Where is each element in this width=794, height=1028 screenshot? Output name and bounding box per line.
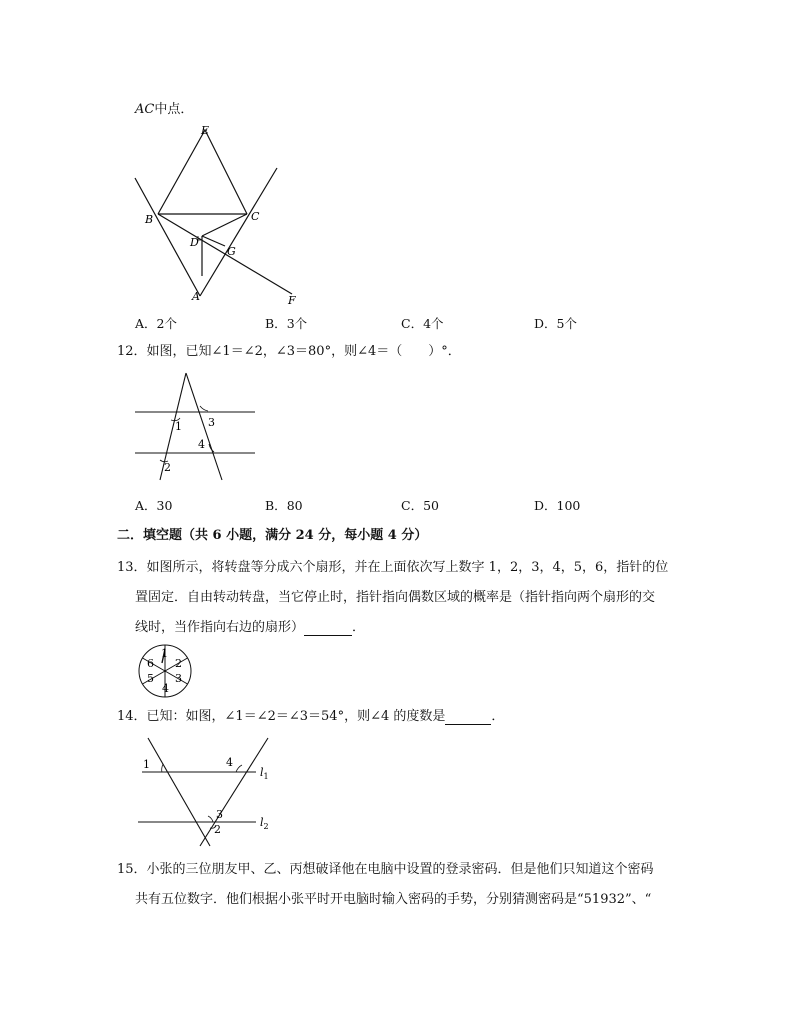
option-text: 5个	[556, 316, 577, 331]
option-text: 30	[156, 498, 173, 513]
option-letter: A．	[135, 498, 157, 513]
option-text: 2个	[156, 316, 177, 331]
q13-line3-text: 线时，当作指向右边的扇形）	[135, 620, 305, 635]
option-letter: B．	[265, 498, 287, 513]
q12-figure	[130, 370, 260, 482]
q14-transversal-right	[200, 738, 268, 846]
spinner-number-2: 2	[175, 657, 182, 670]
q12-transversal-right	[186, 373, 222, 480]
q12-label-4: 4	[198, 438, 205, 451]
q14-label-2: 2	[214, 823, 221, 836]
spinner-number-5: 5	[147, 672, 154, 685]
q14-text	[117, 709, 504, 725]
q12-label-3: 3	[208, 416, 215, 429]
q14-l2-letter: l	[260, 816, 264, 829]
spinner-number-1: 1	[161, 647, 168, 660]
q11-label-B: B	[145, 213, 154, 226]
q14-l1-letter: l	[260, 766, 264, 779]
q12-label-2: 2	[164, 461, 171, 474]
option-letter: C．	[401, 498, 424, 513]
q11-line-BF	[158, 214, 292, 294]
q14-text-main: 14．已知：如图，∠1＝∠2＝∠3＝54°，则∠4 的度数是	[117, 709, 446, 724]
q12-option-b	[265, 496, 303, 514]
q14-label-3: 3	[216, 808, 223, 821]
q12-option-c	[401, 496, 439, 514]
q11-option-a	[135, 314, 177, 332]
option-text: 4个	[423, 316, 444, 331]
q11-label-A: A	[192, 290, 200, 303]
q11-line-AC-extended	[200, 168, 277, 296]
q15-line2: 共有五位数字．他们根据小张平时开电脑时输入密码的手势，分别猜测密码是“51932”、“	[135, 892, 652, 907]
q11-tail	[135, 102, 193, 118]
q12-option-a	[135, 496, 172, 514]
q13-line3	[135, 620, 365, 636]
q12-text: 12．如图，已知∠1＝∠2，∠3＝80°，则∠4＝（ ）°．	[117, 344, 461, 359]
q11-line-EC	[205, 130, 247, 214]
q14-arc-1	[162, 764, 163, 772]
q13-line1: 13．如图所示，将转盘等分成六个扇形，并在上面依次写上数字 1，2，3，4，5，6，指针的位	[117, 560, 669, 575]
option-letter: D．	[534, 316, 557, 331]
q14-label-4: 4	[226, 756, 233, 769]
spinner-number-4: 4	[162, 682, 169, 695]
q15-line1: 15．小张的三位朋友甲、乙、丙想破译他在电脑中设置的登录密码．但是他们只知道这个密码	[117, 862, 654, 877]
q14-transversal-left	[148, 738, 210, 846]
q13-spinner	[133, 643, 197, 699]
option-text: 80	[286, 498, 303, 513]
q14-figure	[130, 734, 280, 850]
q11-label-E: E	[201, 124, 210, 137]
option-letter: A．	[135, 316, 157, 331]
q11-figure	[130, 124, 305, 309]
q12-arc-3	[200, 406, 208, 411]
q13-answer-blank[interactable]	[304, 622, 352, 636]
q12-option-d	[534, 496, 580, 514]
q14-label-l2	[260, 816, 269, 831]
q14-arc-3	[208, 816, 213, 822]
q11-tail-var: AC	[135, 102, 155, 117]
q14-label-l1	[260, 766, 269, 781]
q14-text-end: ．	[491, 709, 505, 724]
option-text: 3个	[286, 316, 308, 331]
option-letter: B．	[265, 316, 287, 331]
q11-line-EB	[158, 130, 205, 214]
q14-label-1: 1	[143, 758, 150, 771]
q14-arc-4	[236, 765, 242, 772]
q14-l1-subscript: 1	[263, 772, 269, 781]
q11-line-CD	[202, 214, 247, 236]
option-text: 50	[423, 498, 439, 513]
q11-option-d	[534, 314, 577, 332]
spinner-number-6: 6	[147, 657, 154, 670]
q11-label-D: D	[190, 236, 199, 249]
option-letter: C．	[401, 316, 424, 331]
q11-option-b	[265, 314, 307, 332]
q11-label-G: G	[227, 245, 236, 258]
q13-line2: 置固定．自由转动转盘，当它停止时，指针指向偶数区域的概率是（指针指向两个扇形的交	[135, 590, 656, 605]
q14-answer-blank[interactable]	[445, 711, 491, 725]
q11-option-c	[401, 314, 444, 332]
option-text: 100	[556, 498, 581, 513]
q12-label-1: 1	[175, 420, 182, 433]
option-letter: D．	[534, 498, 557, 513]
q13-line3-end: ．	[352, 620, 366, 635]
q11-label-C: C	[251, 210, 260, 223]
section-heading-fill-in: 二．填空题（共 6 小题，满分 24 分，每小题 4 分）	[117, 528, 428, 543]
q11-tail-text: 中点．	[154, 102, 194, 117]
spinner-number-3: 3	[175, 672, 182, 685]
q11-label-F: F	[288, 294, 296, 307]
q11-line-DG	[202, 236, 225, 246]
q14-l2-subscript: 2	[263, 822, 269, 831]
